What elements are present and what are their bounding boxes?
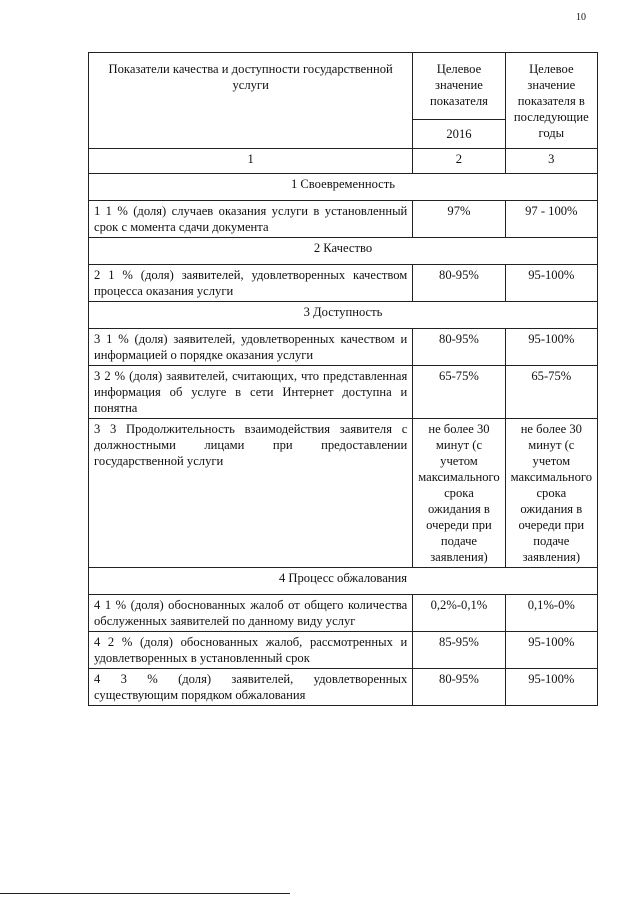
section-title: 4 Процесс обжалования (89, 568, 598, 595)
section-row-timeliness (89, 174, 598, 201)
quality-indicators-table (88, 52, 598, 706)
section-title: 3 Доступность (89, 302, 598, 329)
value-2016-cell: не более 30 минут (с учетом максимального срока ожидания в очереди при подаче заявления) (413, 419, 505, 568)
value-future-cell: 97 - 100% (505, 201, 597, 238)
indicator-cell: 3 2 % (доля) заявителей, считающих, что представленная информация об услуге в сети Интернет доступна и понятна (89, 366, 413, 419)
table-row (89, 366, 598, 419)
indicator-cell: 1 1 % (доля) случаев оказания услуги в установленный срок с момента сдачи документа (89, 201, 413, 238)
value-2016-cell: 80-95% (413, 265, 505, 302)
value-future-cell: 95-100% (505, 669, 597, 706)
section-row-quality (89, 238, 598, 265)
indicator-cell: 3 1 % (доля) заявителей, удовлетворенных качеством и информацией о порядке оказания услуги (89, 329, 413, 366)
indicator-cell: 4 3 % (доля) заявителей, удовлетворенных существующим порядком обжалования (89, 669, 413, 706)
indicator-cell: 4 2 % (доля) обоснованных жалоб, рассмотренных и удовлетворенных в установленный срок (89, 632, 413, 669)
value-future-cell: 95-100% (505, 632, 597, 669)
section-title: 1 Своевременность (89, 174, 598, 201)
table-row (89, 595, 598, 632)
header-target-value: Целевое значение показателя (413, 53, 505, 120)
table-row (89, 329, 598, 366)
column-number-1: 1 (89, 149, 413, 174)
value-2016-cell: 65-75% (413, 366, 505, 419)
value-future-cell: 95-100% (505, 329, 597, 366)
value-2016-cell: 97% (413, 201, 505, 238)
header-indicator: Показатели качества и доступности государственной услуги (89, 53, 413, 149)
value-future-cell: 0,1%-0% (505, 595, 597, 632)
section-row-accessibility (89, 302, 598, 329)
value-future-cell: не более 30 минут (с учетом максимального срока ожидания в очереди при подаче заявления) (505, 419, 597, 568)
value-future-cell: 65-75% (505, 366, 597, 419)
table-row (89, 632, 598, 669)
page-number: 10 (576, 12, 586, 23)
table-header-row (89, 53, 598, 120)
column-number-row (89, 149, 598, 174)
section-title: 2 Качество (89, 238, 598, 265)
footer-rule (0, 893, 290, 894)
column-number-2: 2 (413, 149, 505, 174)
table-row (89, 669, 598, 706)
value-2016-cell: 80-95% (413, 329, 505, 366)
section-row-appeal-process (89, 568, 598, 595)
value-future-cell: 95-100% (505, 265, 597, 302)
value-2016-cell: 85-95% (413, 632, 505, 669)
indicator-cell: 3 3 Продолжительность взаимодействия заявителя с должностными лицами при предоставлении государственной услуги (89, 419, 413, 568)
value-2016-cell: 80-95% (413, 669, 505, 706)
table-row (89, 265, 598, 302)
table-row (89, 201, 598, 238)
indicator-cell: 2 1 % (доля) заявителей, удовлетворенных качеством процесса оказания услуги (89, 265, 413, 302)
value-2016-cell: 0,2%-0,1% (413, 595, 505, 632)
header-target-future: Целевое значение показателя в последующие годы (505, 53, 597, 149)
indicator-cell: 4 1 % (доля) обоснованных жалоб от общего количества обслуженных заявителей по данному виду услуг (89, 595, 413, 632)
table-row (89, 419, 598, 568)
column-number-3: 3 (505, 149, 597, 174)
header-year: 2016 (413, 120, 505, 149)
